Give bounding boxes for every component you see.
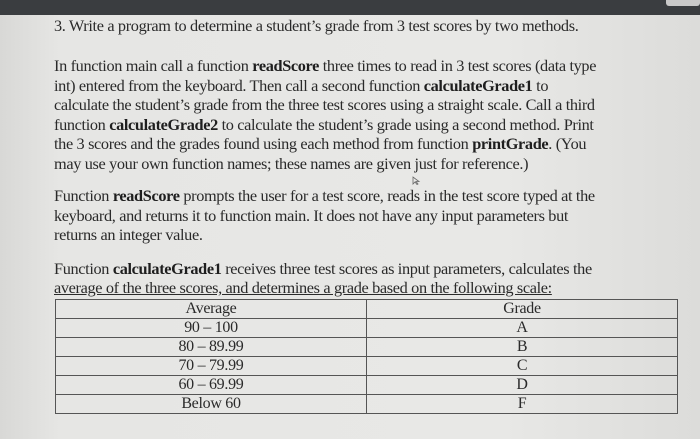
para2-line3: returns an integer value. xyxy=(54,225,203,244)
grade-cell: D xyxy=(367,376,678,395)
table-row xyxy=(56,357,678,376)
grade-cell: B xyxy=(367,338,678,357)
mouse-cursor-icon xyxy=(412,176,421,185)
para1-line5: the 3 scores and the grades found using each method from function printGrade. (You xyxy=(54,134,587,153)
average-cell: 60 – 69.99 xyxy=(56,376,367,395)
para1-line4: function calculateGrade2 to calculate the student’s grade using a second method. Print xyxy=(54,114,594,134)
table-header-row xyxy=(56,300,678,319)
grade-scale-table xyxy=(55,299,678,414)
average-cell: 80 – 89.99 xyxy=(56,338,367,357)
table-row xyxy=(56,338,678,357)
header-average: Average xyxy=(56,300,367,319)
para1-line2: int) entered from the keyboard. Then call a second function calculateGrade1 to xyxy=(54,75,549,95)
para1-line6: may use your own function names; these names are given just for reference.) xyxy=(54,153,529,173)
header-grade: Grade xyxy=(367,300,678,319)
grade-cell: A xyxy=(367,319,678,338)
average-cell: 90 – 100 xyxy=(56,319,367,338)
question-heading: 3. Write a program to determine a student’s grade from 3 test scores by two methods. xyxy=(54,16,579,35)
para1-line1: In function main call a function readScore three times to read in 3 test scores (data type xyxy=(54,56,597,75)
top-bar xyxy=(0,0,700,15)
top-bar-handle xyxy=(666,0,700,6)
grade-cell: C xyxy=(367,357,678,376)
table-row xyxy=(56,319,678,338)
table-row xyxy=(56,395,678,414)
average-cell: Below 60 xyxy=(56,395,367,414)
para2-line2: keyboard, and returns it to function main. It does not have any input parameters but xyxy=(54,205,569,225)
para2-line1: Function readScore prompts the user for a test score, reads in the test score typed at the xyxy=(54,186,595,205)
grade-cell: F xyxy=(367,395,678,414)
table-row xyxy=(56,376,678,395)
average-cell: 70 – 79.99 xyxy=(56,357,367,376)
para1-line3: calculate the student’s grade from the three test scores using a straight scale. Call a third xyxy=(54,95,595,114)
para3-line2: average of the three scores, and determines a grade based on the following scale: xyxy=(54,278,552,297)
para3-line1: Function calculateGrade1 receives three test scores as input parameters, calculates the xyxy=(54,259,592,278)
